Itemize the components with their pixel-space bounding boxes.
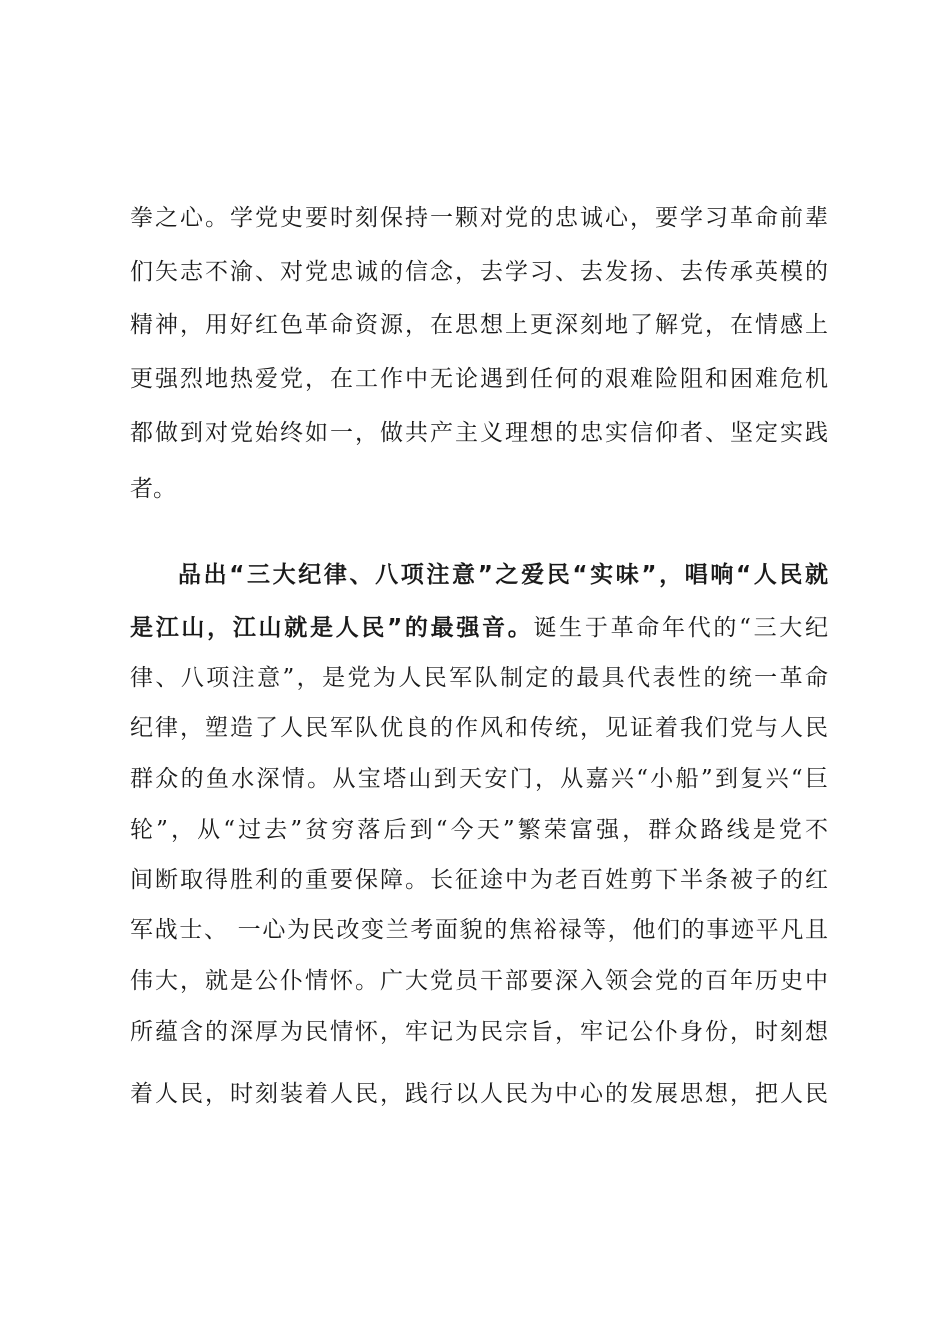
paragraph1-line-5: 都做到对党始终如一，做共产主义理想的忠实信仰者、坚定实践 [130, 420, 828, 446]
paragraph2-line-8: 军战士、 一心为民改变兰考面貌的焦裕禄等，他们的事迹平凡且 [130, 917, 828, 943]
paragraph1-line-2: 们矢志不渝、对党忠诚的信念，去学习、去发扬、去传承英模的 [130, 259, 828, 285]
paragraph2-line-5: 群众的鱼水深情。从宝塔山到天安门，从嘉兴“小船”到复兴“巨 [130, 766, 828, 792]
paragraph2-heading-part-2: 是江山，江山就是人民”的最强音。 [130, 615, 534, 641]
paragraph2-line-3: 律、八项注意”，是党为人民军队制定的最具代表性的统一革命 [130, 665, 828, 691]
paragraph1-line-3: 精神，用好红色革命资源，在思想上更深刻地了解党，在情感上 [130, 312, 828, 338]
paragraph1-line-6: 者。 [130, 476, 176, 502]
paragraph2-line-2-rest: 诞生于革命年代的“三大纪 [533, 615, 828, 641]
paragraph2-line-10: 所蕴含的深厚为民情怀，牢记为民宗旨，牢记公仆身份，时刻想 [130, 1019, 828, 1045]
paragraph2-line-2 [130, 613, 828, 643]
paragraph1-line-1: 拳之心。学党史要时刻保持一颗对党的忠诚心，要学习革命前辈 [130, 205, 828, 231]
paragraph2-line-11: 着人民，时刻装着人民，践行以人民为中心的发展思想，把人民 [130, 1081, 828, 1107]
paragraph2-heading-part-1: 品出“三大纪律、八项注意”之爱民“实味”，唱响“人民就 [178, 562, 828, 588]
paragraph1-line-4: 更强烈地热爱党，在工作中无论遇到任何的艰难险阻和困难危机 [130, 366, 828, 392]
paragraph2-line-7: 间断取得胜利的重要保障。长征途中为老百姓剪下半条被子的红 [130, 867, 828, 893]
paragraph2-line-6: 轮”，从“过去”贫穷落后到“今天”繁荣富强，群众路线是党不 [130, 817, 828, 843]
paragraph2-line-4: 纪律，塑造了人民军队优良的作风和传统，见证着我们党与人民 [130, 715, 828, 741]
paragraph2-line-9: 伟大，就是公仆情怀。广大党员干部要深入领会党的百年历史中 [130, 968, 828, 994]
paragraph2-heading-line-1 [178, 560, 828, 590]
